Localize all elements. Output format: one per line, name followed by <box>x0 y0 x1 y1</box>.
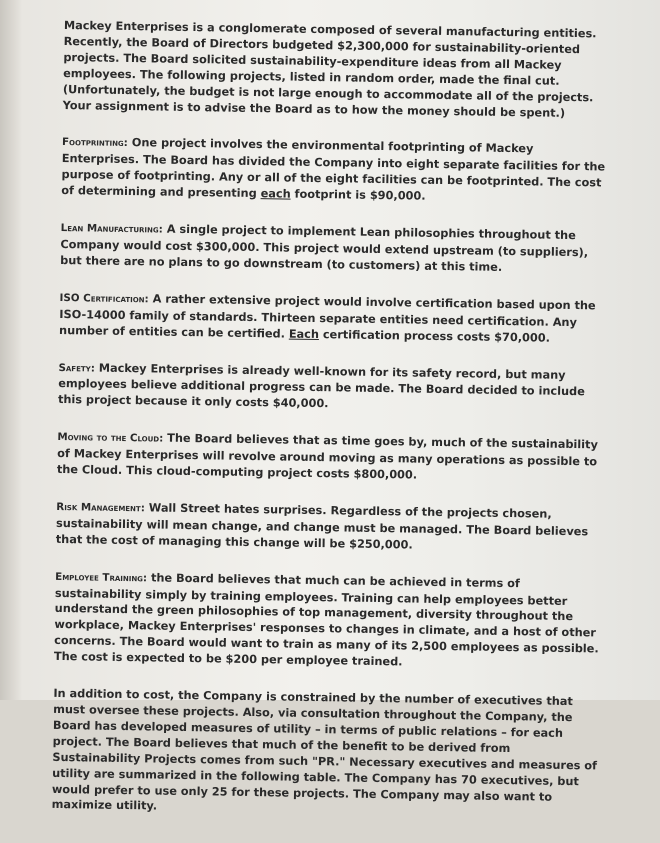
project-text: footprint is $90,000. <box>290 187 426 203</box>
project-heading: Risk Management: <box>56 500 145 515</box>
project-cloud <box>57 429 604 486</box>
project-heading: Footprinting: <box>61 136 128 150</box>
project-text: certification process costs $70,000. <box>318 327 551 345</box>
project-heading: ISO Certification: <box>59 291 149 306</box>
project-heading: Lean Manufacturing: <box>60 222 163 236</box>
project-heading: Safety: <box>58 361 95 375</box>
closing-paragraph: In addition to cost, the Company is constrained by the number of executives that must oversee these projects. Also, via consultation throughout the Company, the Board has developed measures of utility – in terms of public relations – for each project. The Board believes that much of the benefit to be derived from Sustainability Projects comes from such "PR." Necessary executives and measures of utility are summarized in the following table. The Company has 70 executives, but would prefer to use only 25 for these projects. The Company may also want to maximize utility. <box>51 687 598 813</box>
project-employee-training <box>54 569 601 674</box>
project-text: The Board believes that as time goes by, much of the sustainability of Mackey Enterprises will revolve around moving as many operations as possible to the Cloud. This cloud-computing project costs $800,000. <box>56 431 598 482</box>
project-lean-manufacturing <box>60 220 607 277</box>
project-risk-management <box>56 499 603 556</box>
project-text: A rather extensive project would involve certification based upon the ISO-14000 family of standards. Thirteen separate entities need certification. Any number of entities can be certified. <box>58 292 596 341</box>
project-text: Wall Street hates surprises. Regardless of the projects chosen, sustainability will mean change, and change must be managed. The Board believes that the cost of managing this change will be $250,000. <box>55 501 589 552</box>
project-heading: Employee Training: <box>55 570 148 585</box>
project-text: A single project to implement Lean philosophies throughout the Company would cost $300,000. This project would extend upstream (to suppliers), but there are no plans to go downstream (to customers) at this time. <box>60 222 589 274</box>
project-safety <box>58 359 605 416</box>
underlined-word: each <box>260 187 291 201</box>
intro-paragraph: Mackey Enterprises is a conglomerate composed of several manufacturing entities. Recently, the Board of Directors budgeted $2,300,000 for sustainability-oriented projects. The Board solicited sustainability-expenditure ideas from all Mackey employees. The following projects, listed in random order, made the final cut. (Unfortunately, the budget is not large enough to accommodate all of the projects. Your assignment is to advise the Board as to how the money should be spent.) <box>62 18 597 120</box>
underlined-word: Each <box>288 327 320 341</box>
project-iso-certification <box>59 290 606 347</box>
project-text: the Board believes that much can be achieved in terms of sustainability simply by training employees. Training can help employees better understand the green philosophies of top management, diversity throughout the workplace, Mackey Enterprises' responses to changes in climate, and a host of other concerns. The Board would want to train as many of its 2,500 employees as possible. The cost is expected to be $200 per employee trained. <box>53 571 599 669</box>
document-content <box>51 18 610 843</box>
project-text: One project involves the environmental footprinting of Mackey Enterprises. The Board has divided the Company into eight separate facilities for the purpose of footprinting. Any or all of the eight facilities can be footprinted. The cost of determining and presenting <box>61 136 606 201</box>
project-footprinting <box>61 134 608 207</box>
project-text: Mackey Enterprises is already well-known for its safety record, but many employees believe additional progress can be made. The Board decided to include this project because it only costs $40,000. <box>57 361 585 411</box>
project-heading: Moving to the Cloud: <box>57 431 164 445</box>
